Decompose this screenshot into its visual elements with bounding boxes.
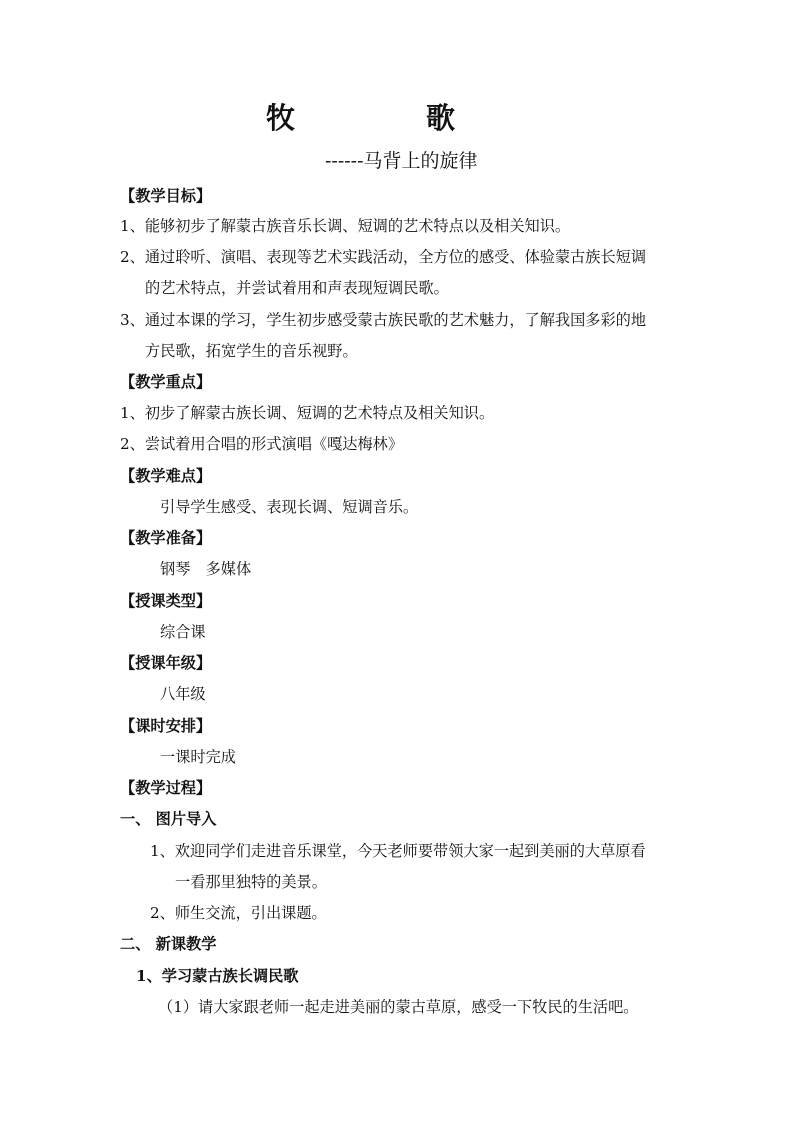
title-char-2: 歌 <box>426 101 456 135</box>
difficulties-text: 引导学生感受、表现长调、短调音乐。 <box>160 498 419 516</box>
title-char-1: 牧 <box>266 101 296 135</box>
process-part1-item-1: 1、欢迎同学们走进音乐课堂，今天老师要带领大家一起到美丽的大草原看 <box>150 842 646 860</box>
process-part2-sub1-item-1: （1）请大家跟老师一起走进美丽的蒙古草原，感受一下牧民的生活吧。 <box>158 998 639 1016</box>
objective-item-2: 2、通过聆听、演唱、表现等艺术实践活动，全方位的感受、体验蒙古族长短调 <box>120 248 647 266</box>
key-point-item-1: 1、初步了解蒙古族长调、短调的艺术特点及相关知识。 <box>120 404 495 422</box>
process-part1-item-2: 2、师生交流，引出课题。 <box>150 904 327 922</box>
process-part2-heading: 二、 新课教学 <box>120 935 217 953</box>
lesson-type-heading: 【授课类型】 <box>120 592 212 610</box>
key-points-heading: 【教学重点】 <box>120 373 212 391</box>
preparation-text: 钢琴 多媒体 <box>160 560 252 578</box>
preparation-heading: 【教学准备】 <box>120 529 212 547</box>
document-title <box>0 96 794 140</box>
objective-item-1: 1、能够初步了解蒙古族音乐长调、短调的艺术特点以及相关知识。 <box>120 217 571 235</box>
process-part2-sub1-heading: 1、学习蒙古族长调民歌 <box>136 967 299 985</box>
process-part1-item-1-cont: 一看那里独特的美景。 <box>175 873 327 891</box>
schedule-text: 一课时完成 <box>160 748 236 766</box>
grade-heading: 【授课年级】 <box>120 654 212 672</box>
key-point-item-2: 2、尝试着用合唱的形式演唱《嘎达梅林》 <box>120 435 404 453</box>
schedule-heading: 【课时安排】 <box>120 717 212 735</box>
objective-item-3-cont: 方民歌，拓宽学生的音乐视野。 <box>145 342 358 360</box>
grade-text: 八年级 <box>160 685 206 703</box>
lesson-type-text: 综合课 <box>160 623 206 641</box>
objectives-heading: 【教学目标】 <box>120 187 212 205</box>
document-subtitle: ------马背上的旋律 <box>325 150 478 172</box>
process-part1-heading: 一、 图片导入 <box>120 810 217 828</box>
objective-item-2-cont: 的艺术特点，并尝试着用和声表现短调民歌。 <box>145 279 449 297</box>
objective-item-3: 3、通过本课的学习，学生初步感受蒙古族民歌的艺术魅力，了解我国多彩的地 <box>120 311 647 329</box>
difficulties-heading: 【教学难点】 <box>120 467 212 485</box>
process-heading: 【教学过程】 <box>120 779 212 797</box>
